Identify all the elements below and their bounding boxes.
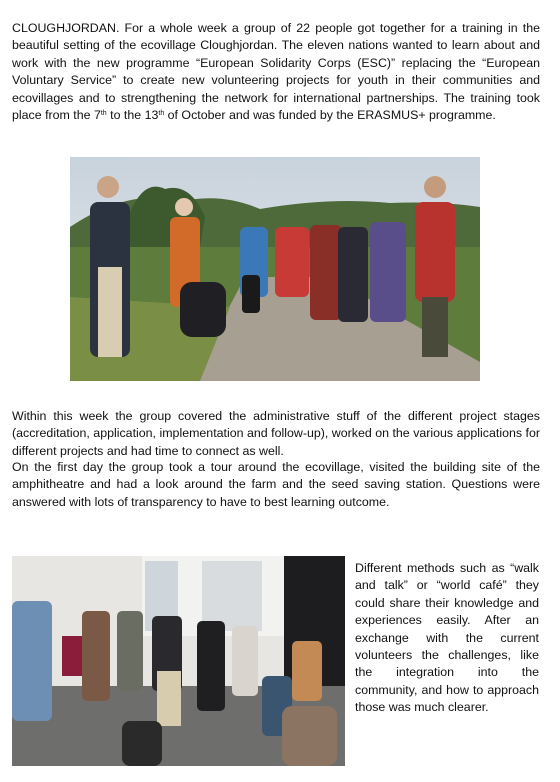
week-summary-paragraph: Within this week the group covered the administrative stuff of the different project stages (accreditation, application, implementation and follow-up), worked on the various applications for different projects and had time to connect as well. <box>12 409 540 458</box>
intro-text-b: to the 13 <box>106 108 159 123</box>
ordinal-suffix-13: th <box>158 110 165 118</box>
methods-paragraph: Different methods such as “walk and talk” or “world café” they could share their knowledge and experiences easily. After an exchange with the current volunteers the challenges, like the integration into the community, and how to approach those was much clearer. <box>355 561 539 715</box>
intro-text-c: of October and was funded by the ERASMUS+ programme. <box>164 108 496 123</box>
intro-paragraph <box>12 20 540 124</box>
indoor-workshop-photo <box>12 556 345 766</box>
intro-text-a: CLOUGHJORDAN. For a whole week a group of 22 people got together for a training in the beautiful setting of the ecovillage Cloughjordan. The eleven nations wanted to learn about and work with the new programme “European Solidarity Corps (ESC)” replacing the “European Voluntary Service” to create new volunteering projects for youth in their communities and ecovillages and to strengthening the network for international partnerships. The training took place from the 7 <box>12 21 540 123</box>
ordinal-suffix-7: th <box>100 110 107 118</box>
first-day-paragraph: On the first day the group took a tour around the ecovillage, visited the building site of the amphitheatre and had a look around the farm and the seed saving station. Questions were answered with lots of transparency to have to best learning outcome. <box>12 460 540 509</box>
outdoor-group-photo <box>70 157 480 381</box>
